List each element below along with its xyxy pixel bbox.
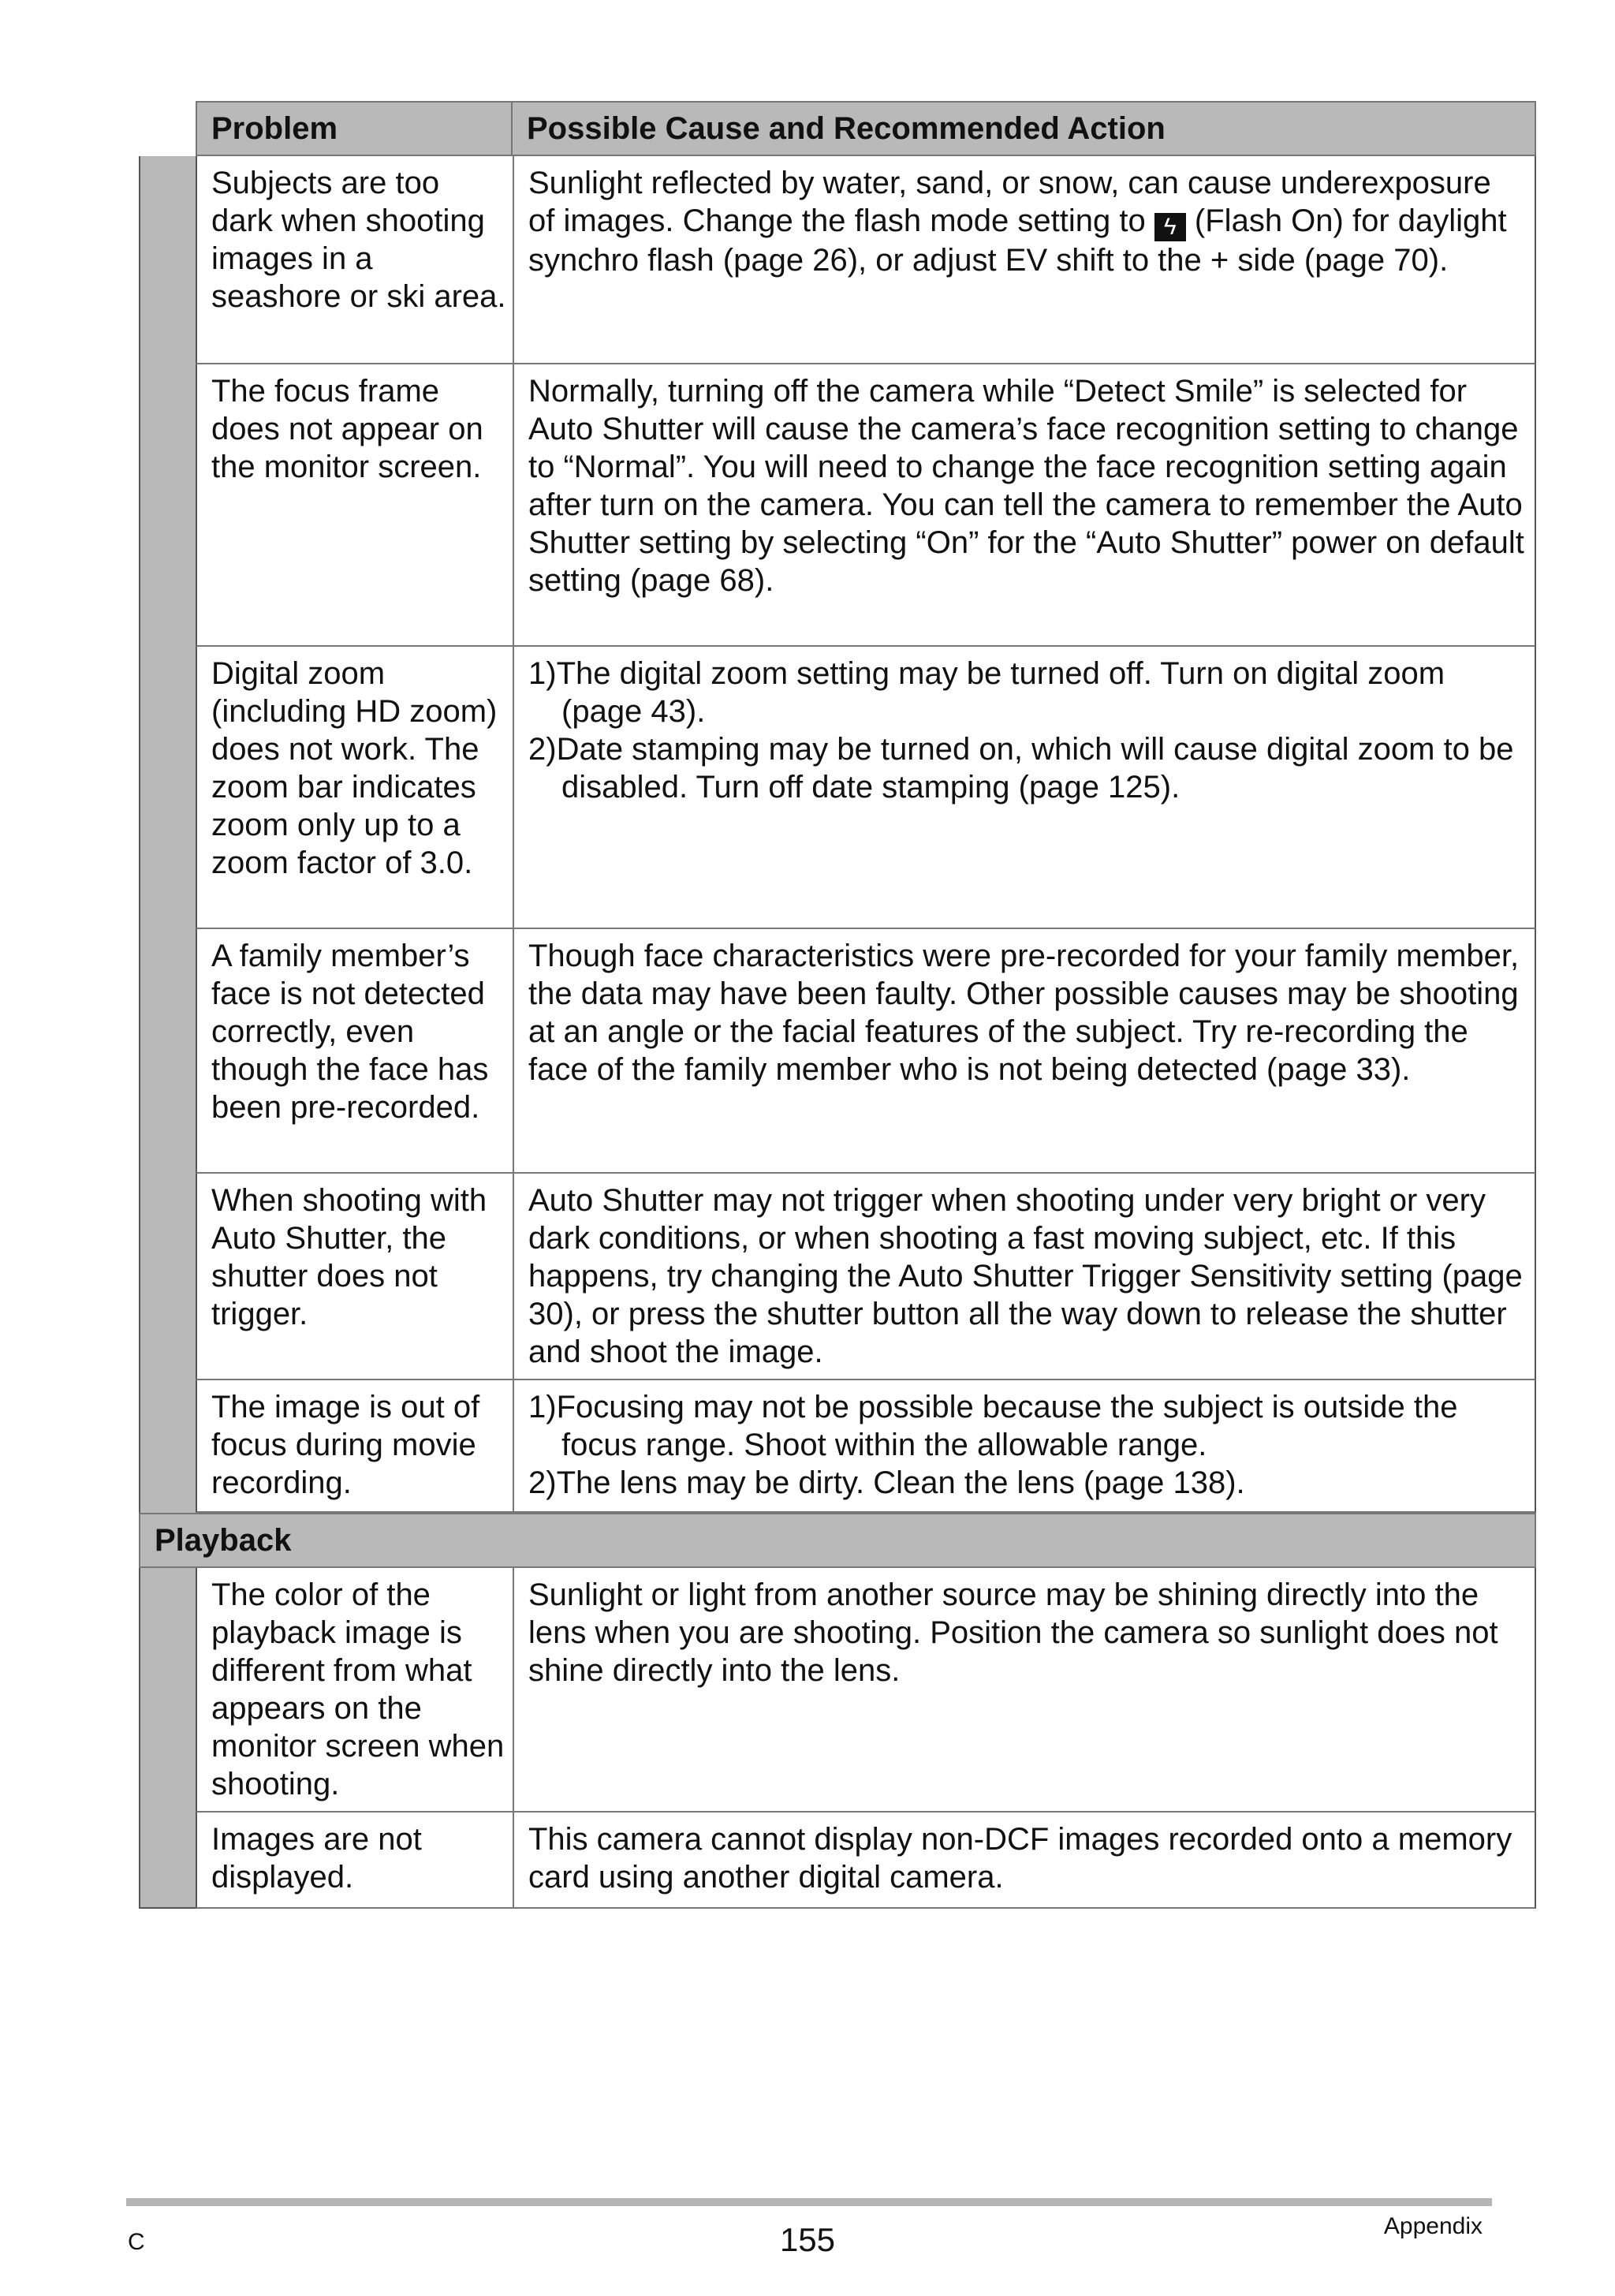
cause-text: This camera cannot display non-DCF images recorded onto a memory card using another digital camera.	[528, 1822, 1512, 1895]
section-header-playback	[139, 1513, 1536, 1568]
footer-code: C	[128, 2229, 145, 2255]
table-row	[196, 647, 1536, 929]
cause-text: Though face characteristics were pre-recorded for your family member, the data may have been faulty. Other possible causes may be shooting at an angle or the facial features of the subject. Try re-recording the face of the family member who is not being detected (page 33).	[528, 939, 1520, 1087]
page-number: 155	[779, 2221, 836, 2258]
table-row	[196, 156, 1536, 364]
cause-text: Sunlight reflected by water, sand, or snow, can cause underexposure of images. Change the flash mode setting to ϟ (Flash On) for daylight synchro flash (page 26), or adjust EV shift to the + side (page 70).	[528, 166, 1507, 278]
table-row	[196, 1813, 1536, 1909]
table-row	[196, 364, 1536, 647]
problem-text: Images are not displayed.	[211, 1822, 422, 1895]
cause-list	[528, 655, 1526, 806]
list-item: 1)The digital zoom setting may be turned off. Turn on digital zoom (page 43).	[528, 656, 1445, 729]
problem-text: Digital zoom (including HD zoom) does not work. The zoom bar indicates zoom only up to a zoom factor of 3.0.	[211, 656, 498, 880]
table-header	[196, 101, 1536, 156]
list-item: 2)Date stamping may be turned on, which will cause digital zoom to be disabled. Turn off date stamping (page 125).	[528, 732, 1514, 805]
table-row	[196, 1174, 1536, 1380]
footer-section-label: Appendix	[1383, 2213, 1483, 2239]
problem-text: Subjects are too dark when shooting images in a seashore or ski area.	[211, 166, 506, 314]
problem-text: When shooting with Auto Shutter, the shutter does not trigger.	[211, 1183, 487, 1331]
table-row	[196, 1568, 1536, 1813]
header-cause: Possible Cause and Recommended Action	[527, 111, 1166, 146]
header-problem: Problem	[211, 111, 338, 146]
section-sidebar-playback	[139, 1568, 196, 1909]
flash-on-icon: ϟ	[1154, 213, 1186, 241]
table-row	[196, 929, 1536, 1174]
problem-text: The focus frame does not appear on the monitor screen.	[211, 374, 483, 484]
cause-text: Normally, turning off the camera while “Detect Smile” is selected for Auto Shutter will cause the camera’s face recognition setting to change to “Normal”. You will need to change the face recognition setting again after turn on the camera. You can tell the camera to remember the Auto Shutter setting by selecting “On” for the “Auto Shutter” power on default setting (page 68).	[528, 374, 1524, 598]
section-title: Playback	[155, 1523, 292, 1558]
list-item: 2)The lens may be dirty. Clean the lens (page 138).	[528, 1465, 1245, 1500]
section-sidebar-recording	[139, 156, 196, 1521]
problem-text: The image is out of focus during movie recording.	[211, 1390, 480, 1500]
cause-text: Auto Shutter may not trigger when shooting under very bright or very dark conditions, or when shooting a fast moving subject, etc. If this happens, try changing the Auto Shutter Trigger Sensitivity setting (page 30), or press the shutter button all the way down to release the shutter and shoot the image.	[528, 1183, 1523, 1369]
list-item: 1)Focusing may not be possible because the subject is outside the focus range. Shoot within the allowable range.	[528, 1390, 1458, 1462]
problem-text: A family member’s face is not detected correctly, even though the face has been pre-recorded.	[211, 939, 489, 1125]
cause-text: Sunlight or light from another source may be shining directly into the lens when you are shooting. Position the camera so sunlight does not shine directly into the lens.	[528, 1577, 1498, 1688]
table-row	[196, 1380, 1536, 1513]
footer-divider	[126, 2198, 1492, 2206]
cause-list	[528, 1388, 1526, 1502]
problem-text: The color of the playback image is different from what appears on the monitor screen when shooting.	[211, 1577, 505, 1801]
